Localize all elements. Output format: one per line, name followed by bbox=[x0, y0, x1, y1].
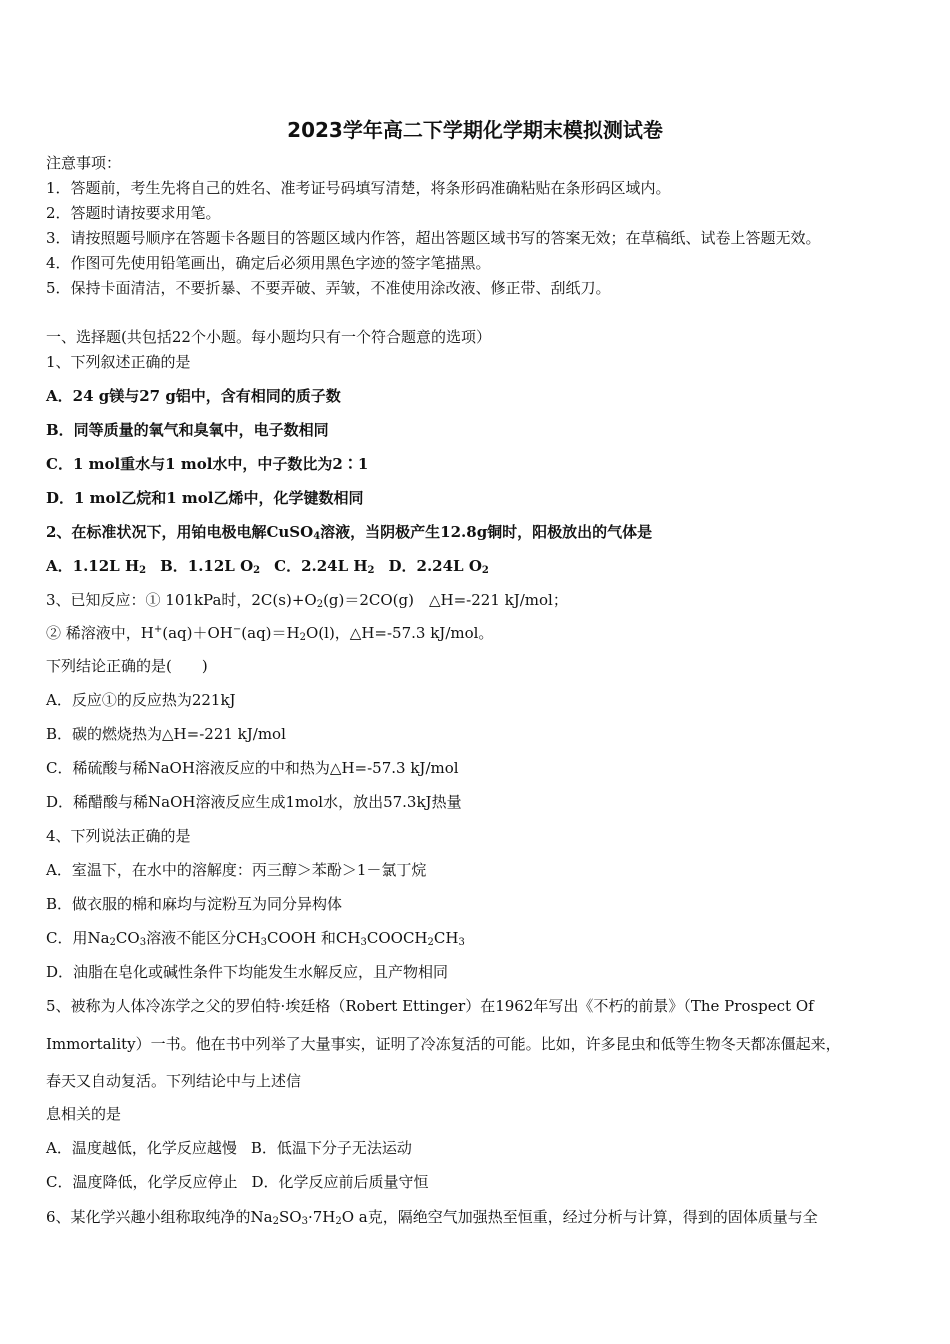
notice-item-3: 3．请按照题号顺序在答题卡各题目的答题区域内作答，超出答题区域书写的答案无效；在草稿纸、试卷上答题无效。 bbox=[46, 229, 821, 247]
notice-item-4: 4．作图可先使用铅笔画出，确定后必须用黑色字迹的签字笔描黑。 bbox=[46, 254, 491, 272]
q5-stem-line-1: 5、被称为人体冷冻学之父的罗伯特·埃廷格（Robert Ettinger）在1962年写出《不朽的前景》（The Prospect Of bbox=[46, 997, 814, 1015]
q5-option-a: A．温度越低，化学反应越慢 bbox=[46, 1139, 237, 1157]
q1-option-c: C．1 mol重水与1 mol水中，中子数比为2∶1 bbox=[46, 455, 369, 473]
q3-option-a: A．反应①的反应热为221kJ bbox=[46, 691, 236, 709]
q2-option-a: A．1.12L $H_2$ bbox=[46, 557, 147, 576]
q3-option-d: D．稀醋酸与稀NaOH溶液反应生成1mol水，放出57.3kJ热量 bbox=[46, 793, 462, 811]
q5-stem-line-4: 息相关的是 bbox=[46, 1105, 122, 1123]
q2-options bbox=[46, 556, 489, 576]
notice-item-1: 1．答题前，考生先将自己的姓名、准考证号码填写清楚，将条形码准确粘贴在条形码区域内。 bbox=[46, 179, 671, 197]
q1-option-a: A．24 g镁与27 g铝中，含有相同的质子数 bbox=[46, 387, 341, 405]
q1-stem: 1、下列叙述正确的是 bbox=[46, 353, 191, 371]
q6-stem-line-1: 6、某化学兴趣小组称取纯净的$Na_2SO_3\cdot 7H_2O$ a克，隔绝空气加强热至恒重，经过分析与计算，得到的固体质量与全 bbox=[46, 1208, 818, 1227]
q4-stem: 4、下列说法正确的是 bbox=[46, 827, 191, 845]
q1-option-b: B．同等质量的氧气和臭氧中，电子数相同 bbox=[46, 421, 329, 439]
notice-item-2: 2．答题时请按要求用笔。 bbox=[46, 204, 221, 222]
q4-option-b: B．做衣服的棉和麻均与淀粉互为同分异构体 bbox=[46, 895, 343, 913]
q5-options-cd bbox=[46, 1172, 429, 1192]
q5-option-c: C．温度降低，化学反应停止 bbox=[46, 1173, 238, 1191]
q5-option-b: B．低温下分子无法运动 bbox=[250, 1139, 412, 1157]
q5-options-ab bbox=[46, 1138, 412, 1158]
q4-option-a: A．室温下，在水中的溶解度：丙三醇＞苯酚＞1－氯丁烷 bbox=[46, 861, 427, 879]
q3-condition-2: ② 稀溶液中，$H^+(aq)+OH^-(aq)=H_2O(l)$，△H=-57.3 kJ/mol。 bbox=[46, 624, 494, 643]
section-heading: 一、选择题(共包括22个小题。每小题均只有一个符合题意的选项） bbox=[46, 328, 491, 346]
q5-option-d: D．化学反应前后质量守恒 bbox=[251, 1173, 429, 1191]
q2-option-c: C．2.24L $H_2$ bbox=[274, 557, 375, 576]
q2-option-b: B．1.12L $O_2$ bbox=[160, 557, 261, 576]
q5-stem-line-3: 春天又自动复活。下列结论中与上述信 bbox=[46, 1072, 302, 1090]
q5-stem-line-2: Immortality）一书。他在书中列举了大量事实，证明了冷冻复活的可能。比如，许多昆虫和低等生物冬天都冻僵起来， bbox=[46, 1035, 841, 1053]
notice-item-5: 5．保持卡面清洁，不要折暴、不要弄破、弄皱，不准使用涂改液、修正带、刮纸刀。 bbox=[46, 279, 611, 297]
q3-option-b: B．碳的燃烧热为△H=-221 kJ/mol bbox=[46, 725, 286, 743]
q3-option-c: C．稀硫酸与稀NaOH溶液反应的中和热为△H=-57.3 kJ/mol bbox=[46, 759, 459, 777]
page-title: 2023学年高二下学期化学期末模拟测试卷 bbox=[287, 118, 663, 142]
q4-option-c: C．用$Na_2CO_3$溶液不能区分$CH_3COOH$ 和$CH_3COOCH_2CH_3$ bbox=[46, 929, 465, 948]
q3-stem: 下列结论正确的是( ) bbox=[46, 657, 208, 675]
q3-condition-1: 3、已知反应：① 101kPa时，$2C(s)+O_2(g)=2CO(g)$ △H=-221 kJ/mol； bbox=[46, 591, 568, 610]
q2-option-d: D．2.24L $O_2$ bbox=[388, 557, 489, 576]
notice-heading: 注意事项： bbox=[46, 154, 122, 172]
q2-stem: 2、在标准状况下，用铂电极电解CuSO$_4$溶液，当阴极产生12.8g铜时，阳极放出的气体是 bbox=[46, 523, 653, 542]
q1-option-d: D．1 mol乙烷和1 mol乙烯中，化学键数相同 bbox=[46, 489, 364, 507]
q4-option-d: D．油脂在皂化或碱性条件下均能发生水解反应，且产物相同 bbox=[46, 963, 449, 981]
